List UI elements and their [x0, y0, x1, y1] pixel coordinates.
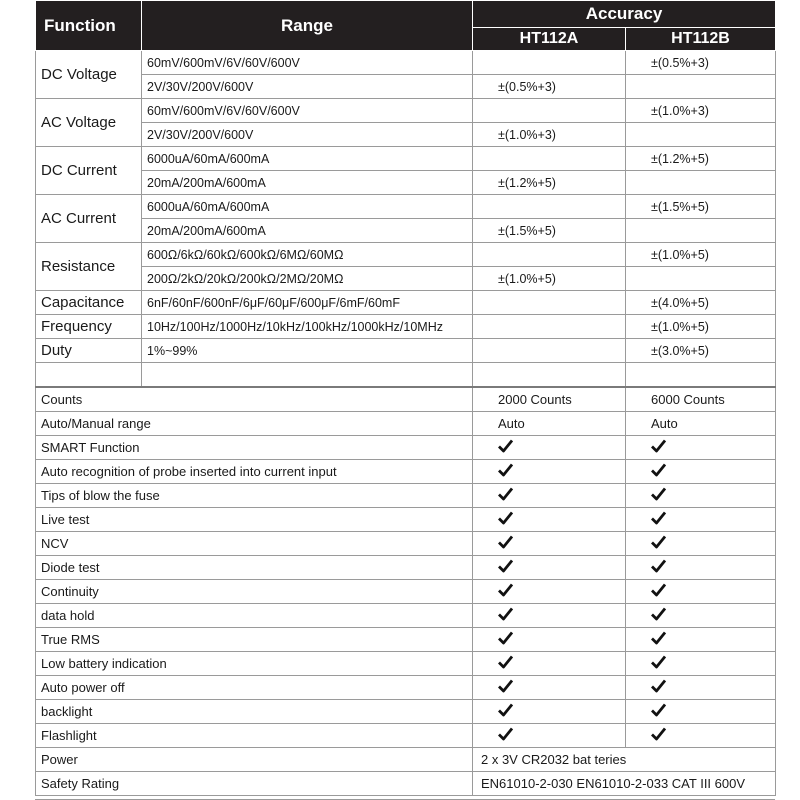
accuracy-a-cell: ±(1.0%+5): [473, 267, 626, 291]
feature-row: [36, 532, 776, 556]
feature-a-cell: [473, 652, 626, 676]
measurement-name: AC Voltage: [36, 99, 142, 147]
feature-b-cell: [626, 628, 776, 652]
measurement-name: DC Voltage: [36, 51, 142, 99]
accuracy-b-cell: ±(3.0%+5): [626, 339, 776, 363]
check-mark-icon: [651, 727, 666, 741]
measurement-row: [36, 147, 776, 171]
check-mark-icon: [498, 727, 513, 741]
check-mark-icon: [498, 463, 513, 477]
accuracy-a-cell: ±(0.5%+3): [473, 75, 626, 99]
auto-a-cell: Auto: [473, 412, 626, 436]
measurement-row: [36, 315, 776, 339]
power-row: [36, 748, 776, 772]
range-cell: 60mV/600mV/6V/60V/600V: [142, 99, 473, 123]
accuracy-b-cell: [626, 219, 776, 243]
spec-table: [35, 0, 776, 796]
accuracy-a-cell: [473, 51, 626, 75]
feature-label: Safety Rating: [36, 772, 473, 796]
measurement-name: Capacitance: [36, 291, 142, 315]
accuracy-b-cell: [626, 171, 776, 195]
range-cell: 200Ω/2kΩ/20kΩ/200kΩ/2MΩ/20MΩ: [142, 267, 473, 291]
range-header: Range: [142, 1, 473, 51]
feature-a-cell: [473, 724, 626, 748]
check-mark-icon: [498, 535, 513, 549]
check-mark-icon: [651, 511, 666, 525]
measurement-name: DC Current: [36, 147, 142, 195]
measurement-row: [36, 195, 776, 219]
measurement-name: Frequency: [36, 315, 142, 339]
feature-b-cell: [626, 532, 776, 556]
power-value: 2 x 3V CR2032 bat teries: [473, 748, 776, 772]
feature-row: [36, 580, 776, 604]
range-cell: 6000uA/60mA/600mA: [142, 147, 473, 171]
feature-b-cell: [626, 604, 776, 628]
feature-a-cell: [473, 508, 626, 532]
feature-label: Continuity: [36, 580, 473, 604]
measurement-row: [36, 267, 776, 291]
feature-row: [36, 436, 776, 460]
accuracy-b-cell: [626, 267, 776, 291]
check-mark-icon: [498, 631, 513, 645]
range-cell: 20mA/200mA/600mA: [142, 171, 473, 195]
blank-cell: [473, 363, 626, 388]
check-mark-icon: [651, 439, 666, 453]
check-mark-icon: [498, 511, 513, 525]
check-mark-icon: [498, 439, 513, 453]
feature-label: Power: [36, 748, 473, 772]
check-mark-icon: [498, 487, 513, 501]
spec-table-header: [36, 1, 776, 51]
accuracy-b-cell: ±(1.0%+5): [626, 315, 776, 339]
check-mark-icon: [651, 631, 666, 645]
feature-a-cell: [473, 532, 626, 556]
feature-row: [36, 484, 776, 508]
feature-b-cell: [626, 700, 776, 724]
check-mark-icon: [651, 607, 666, 621]
accuracy-b-cell: ±(4.0%+5): [626, 291, 776, 315]
counts-a-cell: 2000 Counts: [473, 387, 626, 412]
feature-b-cell: [626, 676, 776, 700]
feature-row: [36, 604, 776, 628]
check-mark-icon: [498, 559, 513, 573]
check-mark-icon: [651, 535, 666, 549]
feature-row: [36, 652, 776, 676]
counts-b-cell: 6000 Counts: [626, 387, 776, 412]
feature-row: [36, 700, 776, 724]
feature-a-cell: [473, 436, 626, 460]
range-cell: 6000uA/60mA/600mA: [142, 195, 473, 219]
range-cell: 20mA/200mA/600mA: [142, 219, 473, 243]
feature-a-cell: [473, 580, 626, 604]
measurement-row: [36, 339, 776, 363]
check-mark-icon: [651, 559, 666, 573]
feature-row: [36, 508, 776, 532]
feature-row: [36, 676, 776, 700]
auto-b-cell: Auto: [626, 412, 776, 436]
accuracy-a-cell: [473, 195, 626, 219]
check-mark-icon: [651, 487, 666, 501]
function-header: Function: [36, 1, 142, 51]
feature-a-cell: [473, 628, 626, 652]
accuracy-a-cell: [473, 339, 626, 363]
measurement-row: [36, 99, 776, 123]
feature-label: True RMS: [36, 628, 473, 652]
feature-label: Auto/Manual range: [36, 412, 473, 436]
feature-label: backlight: [36, 700, 473, 724]
check-mark-icon: [498, 655, 513, 669]
range-cell: 2V/30V/200V/600V: [142, 75, 473, 99]
check-mark-icon: [498, 703, 513, 717]
feature-label: data hold: [36, 604, 473, 628]
accuracy-a-cell: [473, 147, 626, 171]
feature-b-cell: [626, 724, 776, 748]
measurement-row: [36, 51, 776, 75]
range-cell: 60mV/600mV/6V/60V/600V: [142, 51, 473, 75]
range-cell: 2V/30V/200V/600V: [142, 123, 473, 147]
feature-row: [36, 628, 776, 652]
accuracy-a-cell: [473, 99, 626, 123]
measurement-row: [36, 291, 776, 315]
measurement-row: [36, 75, 776, 99]
accuracy-b-cell: [626, 123, 776, 147]
measurement-row: [36, 123, 776, 147]
accuracy-a-cell: ±(1.5%+5): [473, 219, 626, 243]
accuracy-a-cell: [473, 315, 626, 339]
measurement-name: AC Current: [36, 195, 142, 243]
feature-a-cell: [473, 604, 626, 628]
range-cell: 6nF/60nF/600nF/6μF/60μF/600μF/6mF/60mF: [142, 291, 473, 315]
feature-row: [36, 460, 776, 484]
feature-b-cell: [626, 436, 776, 460]
counts-row: [36, 387, 776, 412]
measurement-row: [36, 171, 776, 195]
feature-label: Counts: [36, 387, 473, 412]
feature-label: Tips of blow the fuse: [36, 484, 473, 508]
feature-label: Low battery indication: [36, 652, 473, 676]
measurement-name: Resistance: [36, 243, 142, 291]
accuracy-b-cell: [626, 75, 776, 99]
check-mark-icon: [651, 679, 666, 693]
range-cell: 600Ω/6kΩ/60kΩ/600kΩ/6MΩ/60MΩ: [142, 243, 473, 267]
measurement-row: [36, 243, 776, 267]
accuracy-b-cell: ±(1.0%+3): [626, 99, 776, 123]
feature-label: Auto recognition of probe inserted into current input: [36, 460, 473, 484]
accuracy-b-cell: ±(1.5%+5): [626, 195, 776, 219]
check-mark-icon: [498, 583, 513, 597]
feature-a-cell: [473, 700, 626, 724]
feature-a-cell: [473, 484, 626, 508]
accuracy-a-cell: [473, 243, 626, 267]
accuracy-a-cell: ±(1.0%+3): [473, 123, 626, 147]
feature-a-cell: [473, 676, 626, 700]
blank-row: [36, 363, 776, 388]
check-mark-icon: [651, 655, 666, 669]
feature-b-cell: [626, 460, 776, 484]
feature-b-cell: [626, 484, 776, 508]
feature-label: Live test: [36, 508, 473, 532]
accuracy-header: Accuracy: [473, 1, 776, 28]
feature-label: Flashlight: [36, 724, 473, 748]
blank-cell: [142, 363, 473, 388]
feature-b-cell: [626, 556, 776, 580]
feature-row: [36, 724, 776, 748]
measurement-name: Duty: [36, 339, 142, 363]
feature-row: [36, 556, 776, 580]
check-mark-icon: [498, 607, 513, 621]
model-a-header: HT112A: [473, 28, 626, 51]
accuracy-b-cell: ±(1.2%+5): [626, 147, 776, 171]
blank-cell: [626, 363, 776, 388]
feature-b-cell: [626, 652, 776, 676]
range-cell: 10Hz/100Hz/1000Hz/10kHz/100kHz/1000kHz/10MHz: [142, 315, 473, 339]
measurement-row: [36, 219, 776, 243]
feature-b-cell: [626, 580, 776, 604]
accuracy-b-cell: ±(1.0%+5): [626, 243, 776, 267]
safety-value: EN61010-2-030 EN61010-2-033 CAT III 600V: [473, 772, 776, 796]
check-mark-icon: [498, 679, 513, 693]
check-mark-icon: [651, 703, 666, 717]
safety-rating-row: [36, 772, 776, 796]
auto-manual-row: [36, 412, 776, 436]
blank-cell: [36, 363, 142, 388]
check-mark-icon: [651, 463, 666, 477]
feature-label: Auto power off: [36, 676, 473, 700]
feature-label: SMART Function: [36, 436, 473, 460]
check-mark-icon: [651, 583, 666, 597]
range-cell: 1%~99%: [142, 339, 473, 363]
feature-label: NCV: [36, 532, 473, 556]
feature-label: Diode test: [36, 556, 473, 580]
feature-a-cell: [473, 556, 626, 580]
model-b-header: HT112B: [626, 28, 776, 51]
accuracy-b-cell: ±(0.5%+3): [626, 51, 776, 75]
spec-table-body: [36, 51, 776, 796]
feature-a-cell: [473, 460, 626, 484]
accuracy-a-cell: [473, 291, 626, 315]
accuracy-a-cell: ±(1.2%+5): [473, 171, 626, 195]
feature-b-cell: [626, 508, 776, 532]
